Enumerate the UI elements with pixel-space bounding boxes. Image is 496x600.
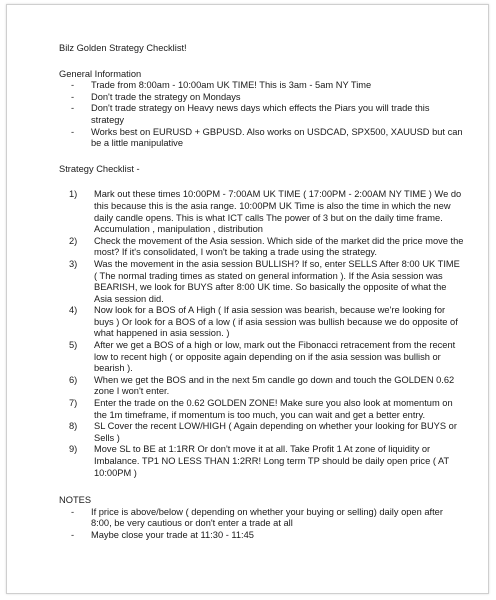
notes-heading: NOTES: [59, 495, 92, 506]
checklist-item: [59, 305, 464, 340]
dash-marker: -: [71, 529, 75, 540]
item-number: 9): [69, 444, 78, 455]
dash-marker: -: [71, 103, 75, 114]
document-page: [6, 4, 489, 594]
spacer: [59, 150, 464, 164]
checklist-item-text: Move SL to BE at 1:1RR Or don't move it at all. Take Profit 1 At zone of liquidity or Imbalance. TP1 NO LESS THAN 1:2RR! Long term TP should be daily open price ( AT 10:00PM ): [94, 444, 450, 478]
dash-marker: -: [71, 80, 75, 91]
item-number: 7): [69, 398, 78, 409]
checklist-item: [59, 259, 464, 305]
checklist-item: [59, 340, 464, 375]
note-item-text: Maybe close your trade at 11:30 - 11:45: [91, 529, 254, 540]
checklist-item: [59, 375, 464, 398]
checklist-item-text: Check the movement of the Asia session. Which side of the market did the price move the most? If it's consolidated, I won't be taking a trade using the strategy.: [94, 235, 464, 258]
general-item-text: Don't trade strategy on Heavy news days which effects the Piars you will trade this strategy: [91, 103, 430, 125]
item-number: 4): [69, 305, 78, 316]
general-item: [59, 103, 464, 126]
general-item-text: Trade from 8:00am - 10:00am UK TIME! This is 3am - 5am NY Time: [91, 80, 372, 91]
checklist-item-text: When we get the BOS and in the next 5m candle go down and touch the GOLDEN 0.62 zone I won't enter.: [94, 374, 455, 397]
checklist-item: [59, 421, 464, 444]
general-item-text: Don't trade the strategy on Mondays: [91, 91, 241, 102]
spacer: [59, 479, 464, 495]
note-item: [59, 507, 464, 530]
item-number: 1): [69, 189, 78, 200]
notes-list: [59, 507, 464, 542]
general-item: [59, 80, 464, 92]
checklist-item: [59, 189, 464, 235]
item-number: 6): [69, 374, 78, 385]
spacer: [59, 175, 464, 189]
item-number: 5): [69, 340, 78, 351]
checklist-item-text: Enter the trade on the 0.62 GOLDEN ZONE! Make sure you also look at momentum on the 1m timeframe, if momentum is too much, you can wait and get a better entry.: [94, 398, 453, 420]
note-item: [59, 530, 464, 542]
checklist-item: [59, 398, 464, 421]
checklist-item-text: SL Cover the recent LOW/HIGH ( Again depending on whether your looking for BUYS or Sells ): [94, 421, 457, 443]
general-item: [59, 92, 464, 104]
item-number: 8): [69, 421, 78, 432]
checklist-item: [59, 444, 464, 479]
checklist-item: [59, 236, 464, 259]
dash-marker: -: [71, 506, 75, 517]
general-information-list: [59, 80, 464, 150]
checklist-item-text: After we get a BOS of a high or low, mark out the Fibonacci retracement from the recent low to recent high ( or opposite again depending on if the asia session was bullish or bearish ).: [94, 340, 456, 374]
general-item: [59, 127, 464, 150]
checklist-item-text: Was the movement in the asia session BULLISH? If so, enter SELLS After 8:00 UK TIME ( The normal trading times as stated on general information ). If the Asia session was BEARISH, we look for BUYS after 8:00 UK time. So basically the opposite of what the Asia session did.: [94, 258, 460, 304]
item-number: 2): [69, 235, 78, 246]
checklist-item-text: Now look for a BOS of A High ( If asia session was bearish, because we're looking for buys ) Or look for a BOS of a low ( if asia session was bullish because we do opposite of what happened in asia session. ): [94, 305, 458, 339]
general-item-text: Works best on EURUSD + GBPUSD. Also works on USDCAD, SPX500, XAUUSD but can be a little manipulative: [91, 126, 463, 149]
document-title: Bilz Golden Strategy Checklist!: [59, 43, 187, 53]
document-content: [59, 43, 464, 542]
strategy-checklist-heading: Strategy Checklist -: [59, 163, 140, 174]
general-information-heading: General Information: [59, 68, 142, 79]
dash-marker: -: [71, 126, 75, 137]
checklist-item-text: Mark out these times 10:00PM - 7:00AM UK TIME ( 17:00PM - 2:00AM NY TIME ) We do this because this is the asia range. 10:00PM UK Time is also the time in which the new daily candle opens. This is what ICT calls The power of 3 but on the daily time frame. Accumulation , manipulation , distribution: [94, 189, 462, 235]
item-number: 3): [69, 258, 78, 269]
strategy-checklist-list: [59, 189, 464, 479]
note-item-text: If price is above/below ( depending on whether your buying or selling) daily open after 8:00, be very cautious or don't enter a trade at all: [91, 506, 443, 529]
dash-marker: -: [71, 91, 75, 102]
